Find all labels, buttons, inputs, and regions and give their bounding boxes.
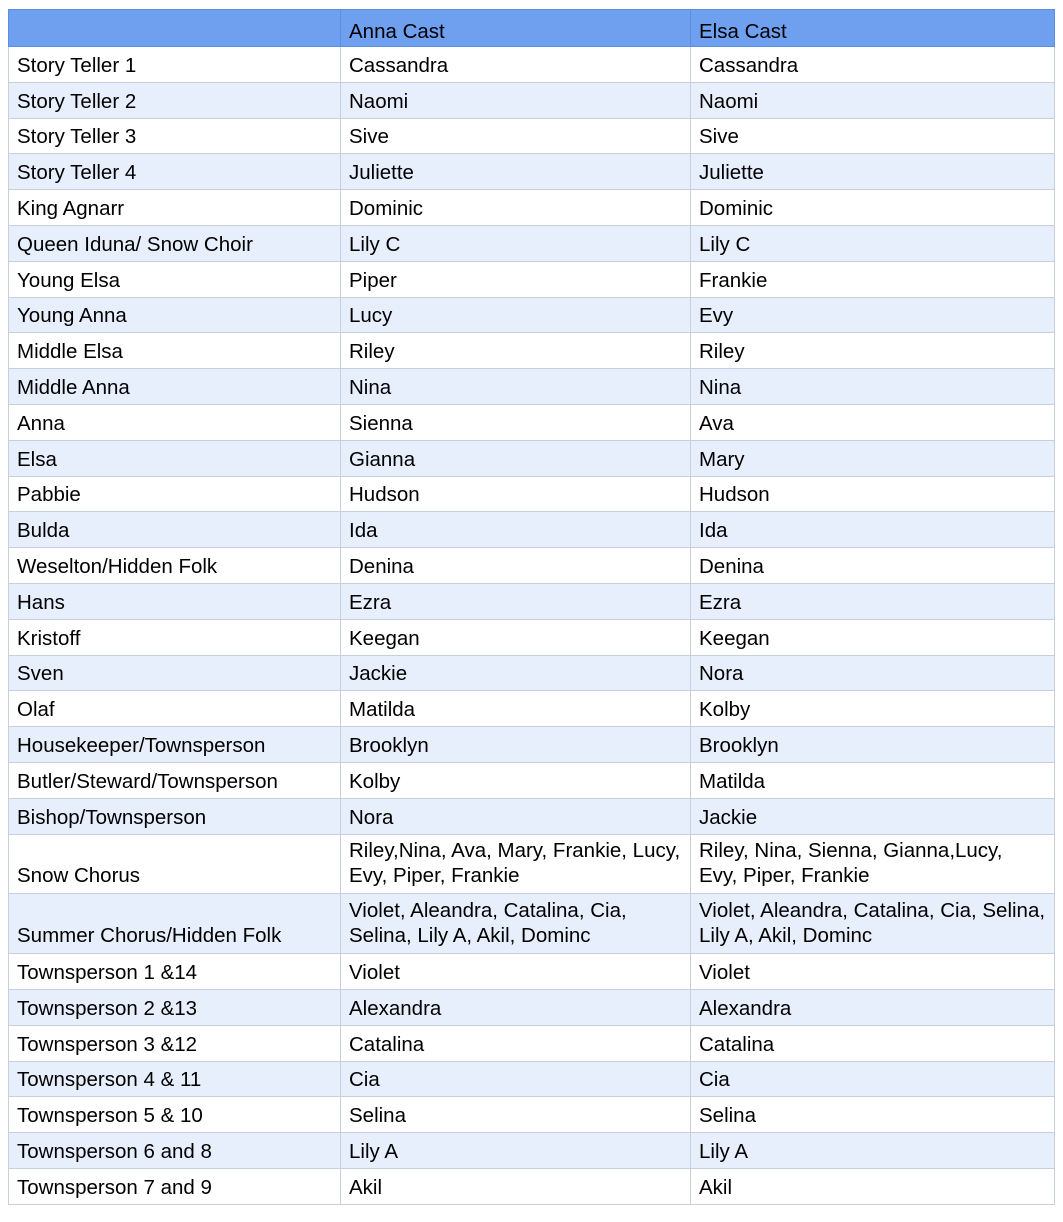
elsa-cast-cell: Ezra xyxy=(691,583,1055,619)
table-row xyxy=(9,727,1055,763)
anna-cast-cell: Riley,Nina, Ava, Mary, Frankie, Lucy, Evy, Piper, Frankie xyxy=(341,834,691,894)
table-row xyxy=(9,154,1055,190)
header-elsa-cast: Elsa Cast xyxy=(691,10,1055,47)
anna-cast-cell: Jackie xyxy=(341,655,691,691)
elsa-cast-cell: Ida xyxy=(691,512,1055,548)
table-row xyxy=(9,834,1055,894)
role-cell: Queen Iduna/ Snow Choir xyxy=(9,225,341,261)
table-row xyxy=(9,954,1055,990)
elsa-cast-cell: Lily A xyxy=(691,1133,1055,1169)
anna-cast-cell: Juliette xyxy=(341,154,691,190)
anna-cast-cell: Riley xyxy=(341,333,691,369)
table-row xyxy=(9,47,1055,83)
anna-cast-cell: Piper xyxy=(341,261,691,297)
role-cell: Pabbie xyxy=(9,476,341,512)
anna-cast-cell: Matilda xyxy=(341,691,691,727)
role-cell: Story Teller 3 xyxy=(9,118,341,154)
elsa-cast-cell: Brooklyn xyxy=(691,727,1055,763)
elsa-cast-cell: Sive xyxy=(691,118,1055,154)
role-cell: Middle Elsa xyxy=(9,333,341,369)
elsa-cast-cell: Juliette xyxy=(691,154,1055,190)
table-row xyxy=(9,476,1055,512)
anna-cast-cell: Cassandra xyxy=(341,47,691,83)
role-cell: Elsa xyxy=(9,440,341,476)
anna-cast-cell: Lucy xyxy=(341,297,691,333)
table-row xyxy=(9,261,1055,297)
table-row xyxy=(9,1133,1055,1169)
anna-cast-cell: Kolby xyxy=(341,762,691,798)
anna-cast-cell: Denina xyxy=(341,548,691,584)
elsa-cast-cell: Ava xyxy=(691,404,1055,440)
elsa-cast-cell: Kolby xyxy=(691,691,1055,727)
anna-cast-cell: Naomi xyxy=(341,82,691,118)
elsa-cast-cell: Violet, Aleandra, Catalina, Cia, Selina, Lily A, Akil, Dominc xyxy=(691,894,1055,954)
role-cell: Young Anna xyxy=(9,297,341,333)
role-cell: Bishop/Townsperson xyxy=(9,798,341,834)
table-row xyxy=(9,548,1055,584)
role-cell: Bulda xyxy=(9,512,341,548)
table-row xyxy=(9,118,1055,154)
table-row xyxy=(9,583,1055,619)
anna-cast-cell: Hudson xyxy=(341,476,691,512)
anna-cast-cell: Akil xyxy=(341,1168,691,1204)
table-row xyxy=(9,333,1055,369)
role-cell: Anna xyxy=(9,404,341,440)
role-cell: Kristoff xyxy=(9,619,341,655)
anna-cast-cell: Gianna xyxy=(341,440,691,476)
anna-cast-cell: Lily A xyxy=(341,1133,691,1169)
role-cell: Townsperson 6 and 8 xyxy=(9,1133,341,1169)
role-cell: Young Elsa xyxy=(9,261,341,297)
elsa-cast-cell: Cia xyxy=(691,1061,1055,1097)
elsa-cast-cell: Violet xyxy=(691,954,1055,990)
role-cell: Snow Chorus xyxy=(9,834,341,894)
elsa-cast-cell: Akil xyxy=(691,1168,1055,1204)
anna-cast-cell: Nina xyxy=(341,369,691,405)
role-cell: Butler/Steward/Townsperson xyxy=(9,762,341,798)
anna-cast-cell: Lily C xyxy=(341,225,691,261)
elsa-cast-cell: Jackie xyxy=(691,798,1055,834)
role-cell: Middle Anna xyxy=(9,369,341,405)
role-cell: Townsperson 3 &12 xyxy=(9,1025,341,1061)
anna-cast-cell: Dominic xyxy=(341,190,691,226)
elsa-cast-cell: Catalina xyxy=(691,1025,1055,1061)
table-row xyxy=(9,1025,1055,1061)
anna-cast-cell: Sive xyxy=(341,118,691,154)
anna-cast-cell: Brooklyn xyxy=(341,727,691,763)
elsa-cast-cell: Matilda xyxy=(691,762,1055,798)
role-cell: Story Teller 1 xyxy=(9,47,341,83)
role-cell: Olaf xyxy=(9,691,341,727)
header-role-cell xyxy=(9,10,341,47)
elsa-cast-cell: Lily C xyxy=(691,225,1055,261)
table-row xyxy=(9,798,1055,834)
anna-cast-cell: Cia xyxy=(341,1061,691,1097)
table-row xyxy=(9,619,1055,655)
elsa-cast-cell: Nina xyxy=(691,369,1055,405)
role-cell: Story Teller 4 xyxy=(9,154,341,190)
role-cell: Sven xyxy=(9,655,341,691)
elsa-cast-cell: Selina xyxy=(691,1097,1055,1133)
table-row xyxy=(9,1061,1055,1097)
role-cell: Story Teller 2 xyxy=(9,82,341,118)
role-cell: Summer Chorus/Hidden Folk xyxy=(9,894,341,954)
elsa-cast-cell: Naomi xyxy=(691,82,1055,118)
anna-cast-cell: Violet xyxy=(341,954,691,990)
anna-cast-cell: Sienna xyxy=(341,404,691,440)
table-row xyxy=(9,894,1055,954)
anna-cast-cell: Alexandra xyxy=(341,989,691,1025)
cast-table xyxy=(8,9,1055,1205)
elsa-cast-cell: Denina xyxy=(691,548,1055,584)
elsa-cast-cell: Evy xyxy=(691,297,1055,333)
table-row xyxy=(9,82,1055,118)
table-row xyxy=(9,225,1055,261)
table-row xyxy=(9,440,1055,476)
table-row xyxy=(9,691,1055,727)
anna-cast-cell: Ezra xyxy=(341,583,691,619)
role-cell: Townsperson 4 & 11 xyxy=(9,1061,341,1097)
elsa-cast-cell: Mary xyxy=(691,440,1055,476)
table-body xyxy=(9,47,1055,1205)
table-header xyxy=(9,10,1055,47)
elsa-cast-cell: Keegan xyxy=(691,619,1055,655)
table-row xyxy=(9,190,1055,226)
role-cell: King Agnarr xyxy=(9,190,341,226)
table-row xyxy=(9,1097,1055,1133)
table-row xyxy=(9,655,1055,691)
elsa-cast-cell: Frankie xyxy=(691,261,1055,297)
anna-cast-cell: Catalina xyxy=(341,1025,691,1061)
anna-cast-cell: Ida xyxy=(341,512,691,548)
elsa-cast-cell: Riley, Nina, Sienna, Gianna,Lucy, Evy, Piper, Frankie xyxy=(691,834,1055,894)
table-row xyxy=(9,762,1055,798)
anna-cast-cell: Nora xyxy=(341,798,691,834)
table-row xyxy=(9,989,1055,1025)
role-cell: Townsperson 7 and 9 xyxy=(9,1168,341,1204)
role-cell: Townsperson 1 &14 xyxy=(9,954,341,990)
elsa-cast-cell: Alexandra xyxy=(691,989,1055,1025)
elsa-cast-cell: Dominic xyxy=(691,190,1055,226)
table-row xyxy=(9,512,1055,548)
role-cell: Hans xyxy=(9,583,341,619)
table-row xyxy=(9,404,1055,440)
role-cell: Weselton/Hidden Folk xyxy=(9,548,341,584)
elsa-cast-cell: Riley xyxy=(691,333,1055,369)
header-anna-cast: Anna Cast xyxy=(341,10,691,47)
table-row xyxy=(9,369,1055,405)
role-cell: Townsperson 2 &13 xyxy=(9,989,341,1025)
elsa-cast-cell: Hudson xyxy=(691,476,1055,512)
role-cell: Housekeeper/Townsperson xyxy=(9,727,341,763)
table-row xyxy=(9,1168,1055,1204)
elsa-cast-cell: Nora xyxy=(691,655,1055,691)
table-row xyxy=(9,297,1055,333)
header-row xyxy=(9,10,1055,47)
anna-cast-cell: Selina xyxy=(341,1097,691,1133)
anna-cast-cell: Violet, Aleandra, Catalina, Cia, Selina, Lily A, Akil, Dominc xyxy=(341,894,691,954)
anna-cast-cell: Keegan xyxy=(341,619,691,655)
role-cell: Townsperson 5 & 10 xyxy=(9,1097,341,1133)
elsa-cast-cell: Cassandra xyxy=(691,47,1055,83)
